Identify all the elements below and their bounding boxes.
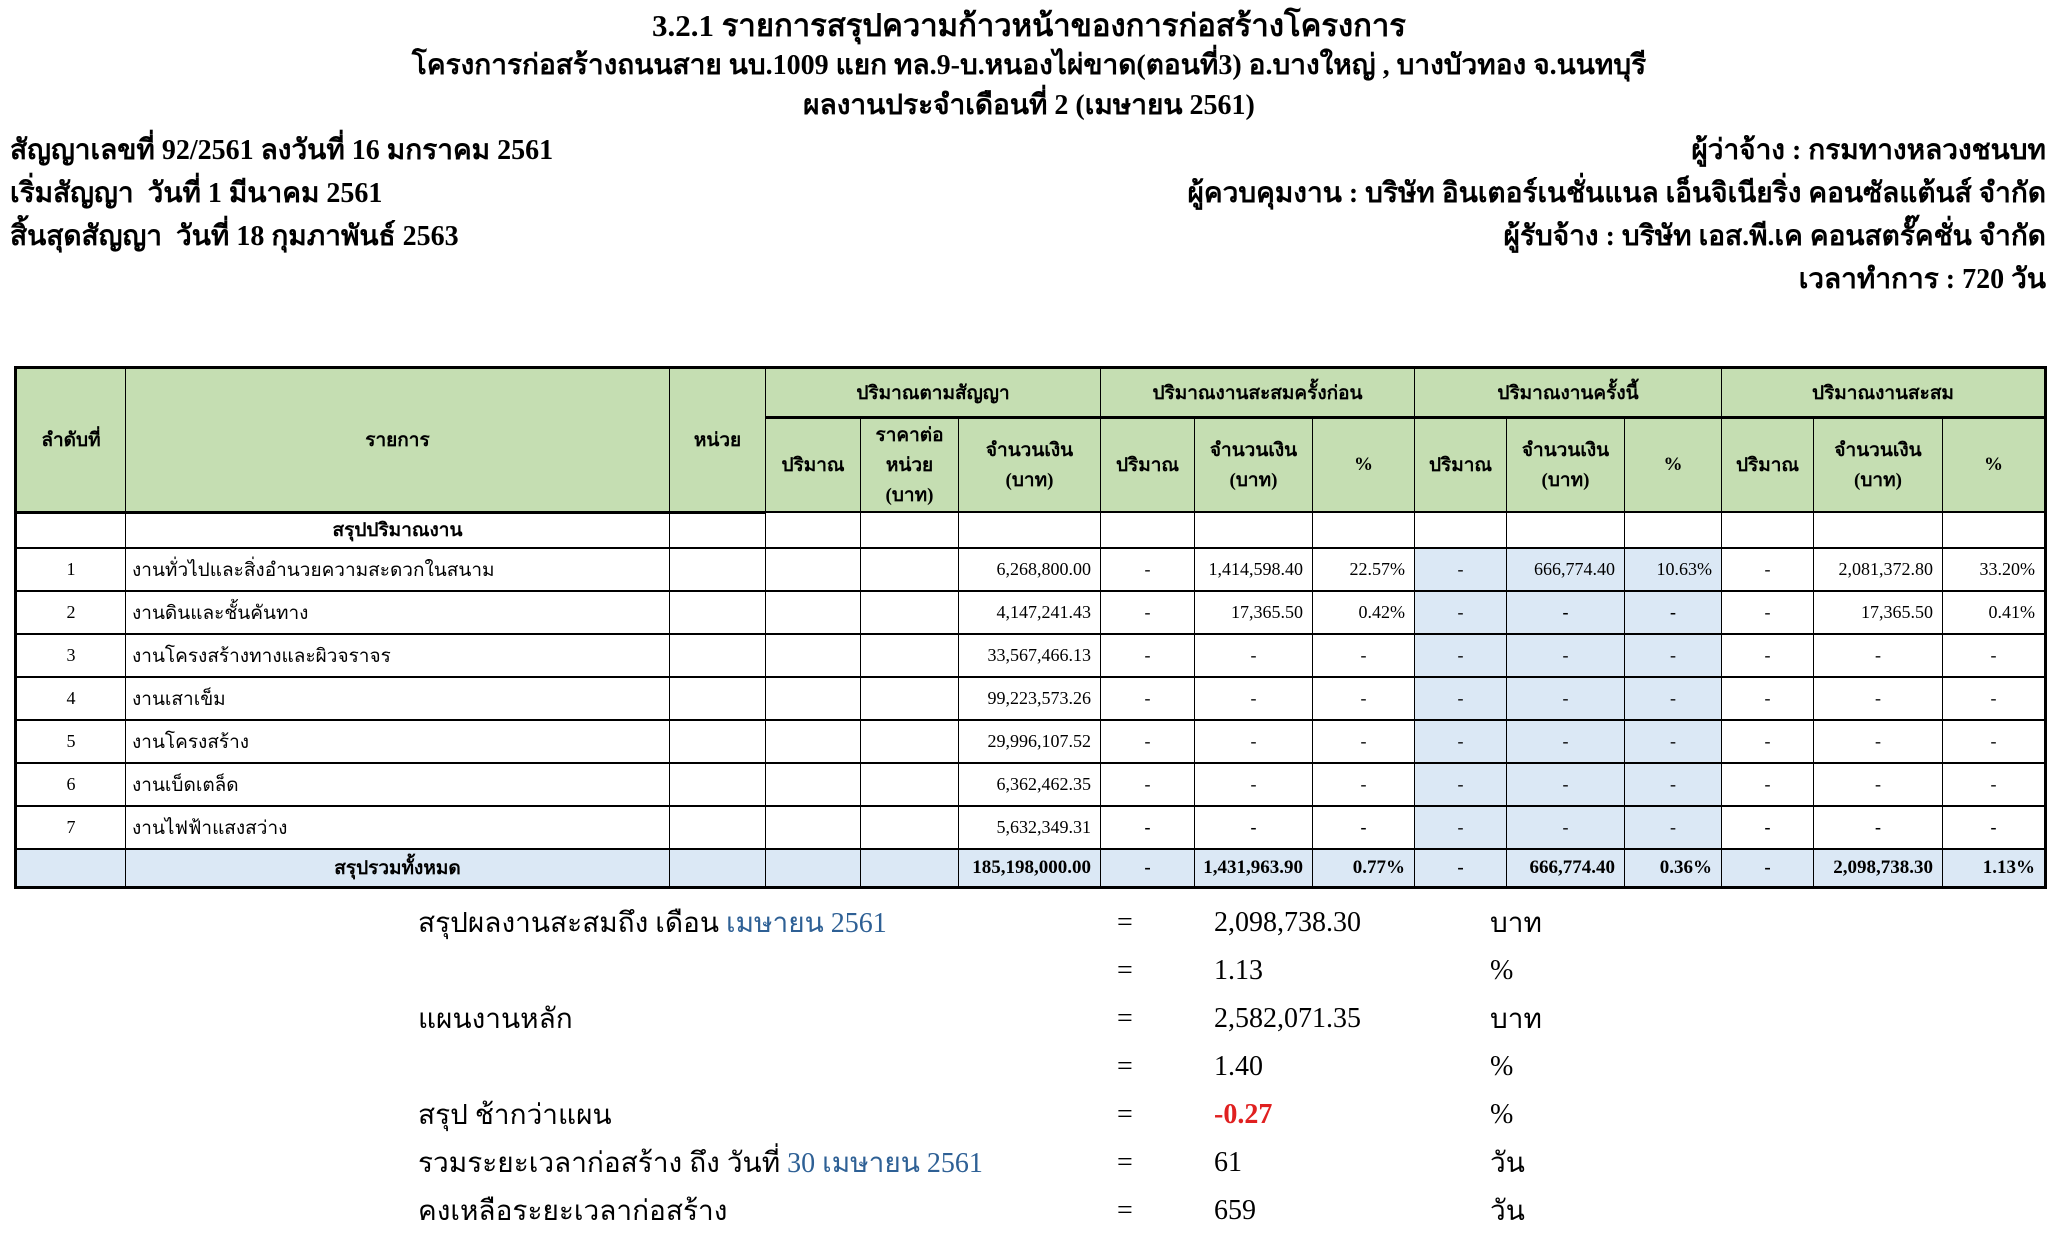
value-cell — [861, 512, 959, 548]
item-name: งานเสาเข็ม — [126, 677, 670, 720]
value-cell: 666,774.40 — [1507, 849, 1625, 887]
value-cell — [861, 763, 959, 806]
value-cell — [959, 512, 1101, 548]
col-header-no: ลำดับที่ — [16, 368, 126, 513]
summary-row — [418, 995, 2058, 1043]
value-cell: 185,198,000.00 — [959, 849, 1101, 887]
value-cell: - — [1814, 763, 1943, 806]
value-cell: - — [1507, 720, 1625, 763]
row-number: 2 — [16, 591, 126, 634]
value-cell: - — [1722, 548, 1814, 591]
group-header-this-period: ปริมาณงานครั้งนี้ — [1415, 368, 1722, 418]
value-cell: - — [1943, 677, 2046, 720]
value-cell: - — [1101, 548, 1195, 591]
summary-row — [418, 1043, 2058, 1091]
info-row — [10, 214, 2046, 257]
value-cell: - — [1507, 677, 1625, 720]
summary-row — [418, 947, 2058, 995]
total-row — [16, 849, 2046, 887]
summary-unit: % — [1490, 1050, 1514, 1082]
progress-summary-table — [14, 366, 2047, 889]
value-cell: 17,365.50 — [1814, 591, 1943, 634]
col-header-amount: จำนวนเงิน (บาท) — [1507, 418, 1625, 513]
value-cell: 17,365.50 — [1195, 591, 1313, 634]
col-header-pct: % — [1313, 418, 1415, 513]
value-cell: 1,431,963.90 — [1195, 849, 1313, 887]
contractor: ผู้รับจ้าง : บริษัท เอส.พี.เค คอนสตรั๊คชั่น จำกัด — [1503, 220, 2046, 252]
summary-unit: วัน — [1490, 1147, 1525, 1179]
value-cell: - — [1195, 720, 1313, 763]
value-cell — [1625, 512, 1722, 548]
summary-section — [418, 899, 2058, 1235]
value-cell: - — [1625, 634, 1722, 677]
value-cell: - — [1195, 806, 1313, 849]
value-cell: - — [1313, 677, 1415, 720]
value-cell: - — [1943, 806, 2046, 849]
col-header-unit-price: ราคาต่อ หน่วย (บาท) — [861, 418, 959, 513]
summary-unit: บาท — [1490, 907, 1542, 939]
value-cell — [1507, 512, 1625, 548]
value-cell: - — [1415, 849, 1507, 887]
value-cell — [1415, 512, 1507, 548]
value-cell: - — [1415, 720, 1507, 763]
group-header-prev-accum: ปริมาณงานสะสมครั้งก่อน — [1101, 368, 1415, 418]
value-cell: - — [1415, 591, 1507, 634]
value-cell: - — [1943, 763, 2046, 806]
value-cell — [861, 849, 959, 887]
value-cell: - — [1313, 806, 1415, 849]
value-cell: - — [1722, 806, 1814, 849]
value-cell — [1814, 512, 1943, 548]
item-name: งานโครงสร้างทางและผิวจราจร — [126, 634, 670, 677]
value-cell — [766, 548, 861, 591]
value-cell: - — [1101, 677, 1195, 720]
col-header-pct: % — [1943, 418, 2046, 513]
row-number: 1 — [16, 548, 126, 591]
table-body — [16, 512, 2046, 887]
value-cell: 22.57% — [1313, 548, 1415, 591]
value-cell — [1195, 512, 1313, 548]
item-name: งานดินและชั้นคันทาง — [126, 591, 670, 634]
summary-label — [418, 1093, 1117, 1137]
value-cell: - — [1101, 849, 1195, 887]
value-cell: - — [1415, 763, 1507, 806]
equals-sign: = — [1117, 1146, 1133, 1178]
summary-value: 2,582,071.35 — [1214, 1002, 1361, 1034]
value-cell — [766, 763, 861, 806]
value-cell: - — [1507, 806, 1625, 849]
summary-label — [418, 997, 1117, 1041]
value-cell — [670, 763, 766, 806]
value-cell: - — [1101, 591, 1195, 634]
group-header-accum: ปริมาณงานสะสม — [1722, 368, 2046, 418]
value-cell — [766, 806, 861, 849]
col-header-pct: % — [1625, 418, 1722, 513]
value-cell: - — [1814, 677, 1943, 720]
working-duration: เวลาทำการ : 720 วัน — [1798, 263, 2046, 295]
value-cell: 6,362,462.35 — [959, 763, 1101, 806]
value-cell: - — [1722, 763, 1814, 806]
value-cell — [670, 720, 766, 763]
summary-label-text: สรุปผลงานสะสมถึง เดือน — [418, 907, 727, 939]
value-cell — [1722, 512, 1814, 548]
col-header-qty: ปริมาณ — [1722, 418, 1814, 513]
value-cell — [861, 677, 959, 720]
value-cell: 1,414,598.40 — [1195, 548, 1313, 591]
value-cell — [670, 512, 766, 548]
value-cell: - — [1195, 677, 1313, 720]
page-title: 3.2.1 รายการสรุปความก้าวหน้าของการก่อสร้างโครงการ — [652, 8, 1406, 43]
value-cell: - — [1625, 677, 1722, 720]
summary-row — [418, 1091, 2058, 1139]
col-header-qty: ปริมาณ — [1415, 418, 1507, 513]
employer: ผู้ว่าจ้าง : กรมทางหลวงชนบท — [1691, 134, 2046, 166]
table-row — [16, 720, 2046, 763]
value-cell: 5,632,349.31 — [959, 806, 1101, 849]
value-cell: 2,098,738.30 — [1814, 849, 1943, 887]
col-header-qty: ปริมาณ — [766, 418, 861, 513]
table-row — [16, 677, 2046, 720]
value-cell — [1943, 512, 2046, 548]
info-row — [10, 128, 2046, 171]
summary-label — [418, 1141, 1117, 1185]
value-cell: - — [1101, 720, 1195, 763]
summary-value: 2,098,738.30 — [1214, 906, 1361, 938]
col-header-qty: ปริมาณ — [1101, 418, 1195, 513]
value-cell: 6,268,800.00 — [959, 548, 1101, 591]
equals-sign: = — [1117, 1002, 1133, 1034]
value-cell: - — [1814, 720, 1943, 763]
contract-start: เริ่มสัญญา วันที่ 1 มีนาคม 2561 — [10, 177, 383, 209]
value-cell: 4,147,241.43 — [959, 591, 1101, 634]
value-cell — [766, 720, 861, 763]
col-header-amount: จำนวนเงิน (บาท) — [959, 418, 1101, 513]
value-cell — [861, 634, 959, 677]
summary-label-highlight: 30 เมษายน 2561 — [787, 1147, 983, 1179]
value-cell: - — [1722, 591, 1814, 634]
value-cell — [766, 591, 861, 634]
summary-label-highlight: เมษายน 2561 — [726, 907, 887, 939]
value-cell: - — [1625, 806, 1722, 849]
equals-sign: = — [1117, 1098, 1133, 1130]
value-cell: - — [1195, 763, 1313, 806]
section-row — [16, 512, 2046, 548]
value-cell: - — [1313, 634, 1415, 677]
value-cell: - — [1101, 806, 1195, 849]
value-cell: - — [1625, 591, 1722, 634]
col-header-amount: จำนวนเงิน (บาท) — [1195, 418, 1313, 513]
value-cell: - — [1415, 677, 1507, 720]
info-row — [10, 171, 2046, 214]
value-cell: - — [1195, 634, 1313, 677]
report-titles — [0, 0, 2058, 126]
value-cell — [670, 634, 766, 677]
summary-label — [418, 901, 1117, 945]
table-row — [16, 591, 2046, 634]
group-header-contract: ปริมาณตามสัญญา — [766, 368, 1101, 418]
value-cell: - — [1313, 763, 1415, 806]
value-cell: - — [1101, 634, 1195, 677]
contract-end: สิ้นสุดสัญญา วันที่ 18 กุมภาพันธ์ 2563 — [10, 220, 459, 252]
info-row — [10, 257, 2046, 300]
table-row — [16, 763, 2046, 806]
value-cell — [1313, 512, 1415, 548]
summary-value: -0.27 — [1214, 1098, 1273, 1130]
value-cell: - — [1625, 720, 1722, 763]
value-cell — [861, 548, 959, 591]
row-number: 3 — [16, 634, 126, 677]
value-cell: 33,567,466.13 — [959, 634, 1101, 677]
item-name: งานโครงสร้าง — [126, 720, 670, 763]
value-cell: - — [1415, 548, 1507, 591]
value-cell — [670, 548, 766, 591]
value-cell: - — [1943, 634, 2046, 677]
contract-info — [10, 128, 2046, 300]
summary-row — [418, 899, 2058, 947]
row-number: 5 — [16, 720, 126, 763]
value-cell: 2,081,372.80 — [1814, 548, 1943, 591]
summary-value: 659 — [1214, 1194, 1256, 1226]
summary-unit: วัน — [1490, 1195, 1525, 1227]
value-cell — [766, 677, 861, 720]
value-cell: - — [1814, 634, 1943, 677]
value-cell — [670, 806, 766, 849]
summary-unit: % — [1490, 1098, 1514, 1130]
summary-label-text: คงเหลือระยะเวลาก่อสร้าง — [418, 1195, 728, 1227]
table-row — [16, 634, 2046, 677]
value-cell — [861, 806, 959, 849]
value-cell: 0.77% — [1313, 849, 1415, 887]
equals-sign: = — [1117, 906, 1133, 938]
table-row — [16, 806, 2046, 849]
value-cell: - — [1722, 720, 1814, 763]
value-cell: 0.41% — [1943, 591, 2046, 634]
value-cell: - — [1722, 849, 1814, 887]
project-name: โครงการก่อสร้างถนนสาย นบ.1009 แยก ทล.9-บ.หนองไผ่ขาด(ตอนที่3) อ.บางใหญ่ , บางบัวทอง จ.นนทบุรี — [411, 50, 1647, 81]
equals-sign: = — [1117, 954, 1133, 986]
value-cell: - — [1722, 634, 1814, 677]
row-number: 7 — [16, 806, 126, 849]
value-cell: - — [1722, 677, 1814, 720]
summary-label-text: แผนงานหลัก — [418, 1003, 573, 1035]
value-cell: 0.42% — [1313, 591, 1415, 634]
contract-number: สัญญาเลขที่ 92/2561 ลงวันที่ 16 มกราคม 2561 — [10, 134, 554, 166]
value-cell: - — [1507, 634, 1625, 677]
value-cell: - — [1101, 763, 1195, 806]
summary-row — [418, 1139, 2058, 1187]
value-cell: 10.63% — [1625, 548, 1722, 591]
equals-sign: = — [1117, 1194, 1133, 1226]
value-cell: 99,223,573.26 — [959, 677, 1101, 720]
table-row — [16, 548, 2046, 591]
summary-value: 61 — [1214, 1146, 1242, 1178]
value-cell — [766, 849, 861, 887]
summary-unit: % — [1490, 954, 1514, 986]
item-name: งานเบ็ดเตล็ด — [126, 763, 670, 806]
row-number — [16, 512, 126, 548]
value-cell: 29,996,107.52 — [959, 720, 1101, 763]
summary-row — [418, 1187, 2058, 1235]
row-number: 4 — [16, 677, 126, 720]
col-header-item: รายการ — [126, 368, 670, 513]
table-header — [16, 368, 2046, 513]
item-name: สรุปปริมาณงาน — [126, 512, 670, 548]
value-cell: - — [1943, 720, 2046, 763]
value-cell: 1.13% — [1943, 849, 2046, 887]
summary-value: 1.13 — [1214, 954, 1263, 986]
item-name: งานไฟฟ้าแสงสว่าง — [126, 806, 670, 849]
value-cell: - — [1814, 806, 1943, 849]
value-cell — [766, 634, 861, 677]
value-cell: 666,774.40 — [1507, 548, 1625, 591]
row-number: 6 — [16, 763, 126, 806]
item-name: งานทั่วไปและสิ่งอำนวยความสะดวกในสนาม — [126, 548, 670, 591]
value-cell — [670, 677, 766, 720]
report-period: ผลงานประจำเดือนที่ 2 (เมษายน 2561) — [803, 90, 1255, 121]
summary-value: 1.40 — [1214, 1050, 1263, 1082]
col-header-unit: หน่วย — [670, 368, 766, 513]
value-cell — [861, 591, 959, 634]
value-cell: 0.36% — [1625, 849, 1722, 887]
row-number — [16, 849, 126, 887]
value-cell — [670, 591, 766, 634]
value-cell: - — [1507, 763, 1625, 806]
value-cell — [766, 512, 861, 548]
value-cell: 33.20% — [1943, 548, 2046, 591]
col-header-amount: จำนวนเงิน (บาท) — [1814, 418, 1943, 513]
summary-unit: บาท — [1490, 1003, 1542, 1035]
value-cell: - — [1415, 806, 1507, 849]
value-cell: - — [1507, 591, 1625, 634]
equals-sign: = — [1117, 1050, 1133, 1082]
summary-label-text: สรุป ช้ากว่าแผน — [418, 1099, 612, 1131]
summary-label-text: รวมระยะเวลาก่อสร้าง ถึง วันที่ — [418, 1147, 788, 1179]
item-name: สรุปรวมทั้งหมด — [126, 849, 670, 887]
value-cell — [861, 720, 959, 763]
value-cell: - — [1625, 763, 1722, 806]
value-cell: - — [1415, 634, 1507, 677]
value-cell — [670, 849, 766, 887]
supervisor: ผู้ควบคุมงาน : บริษัท อินเตอร์เนชั่นแนล เอ็นจิเนียริ่ง คอนซัลแต้นส์ จำกัด — [1187, 177, 2046, 209]
value-cell: - — [1313, 720, 1415, 763]
value-cell — [1101, 512, 1195, 548]
summary-label — [418, 1189, 1117, 1233]
